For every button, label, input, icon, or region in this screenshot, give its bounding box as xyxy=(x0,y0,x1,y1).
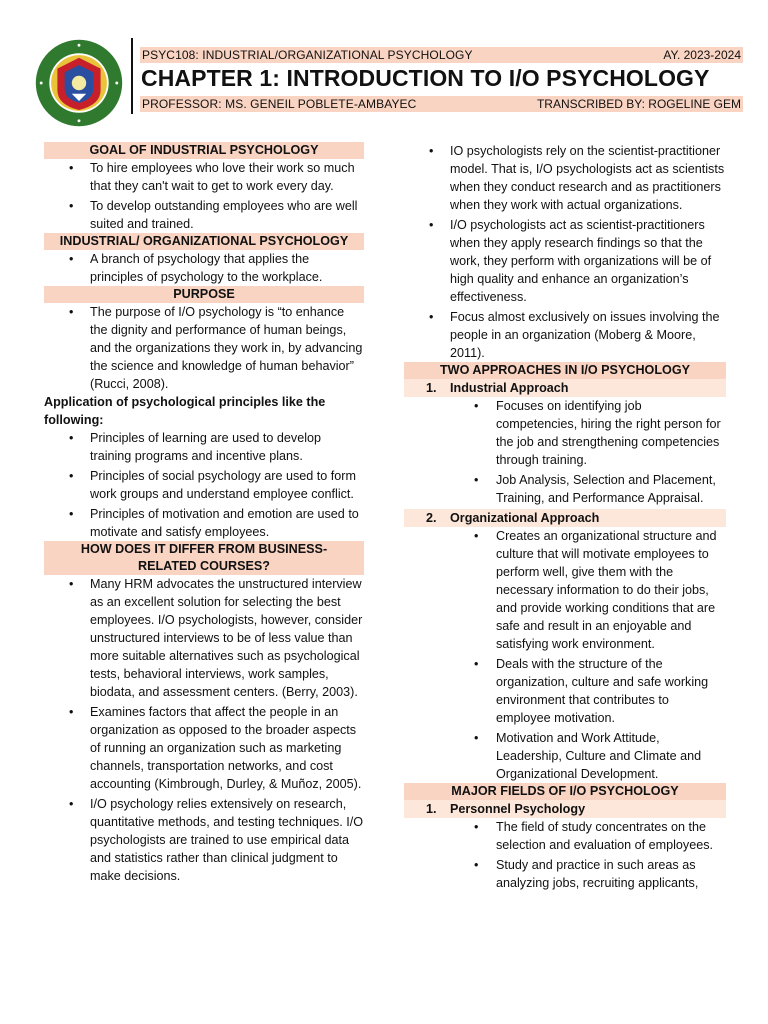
list-item: • Many HRM advocates the unstructured interview as an excellent solution for selecting the best employees. I/O psychologists, however, consider unstructured interviews to be of less value than more suitable alternatives such as psychological tests, behavioral interviews, work samples, biodata, and assessment centers. (Berry, 2003). xyxy=(44,575,364,701)
header-divider xyxy=(131,38,133,114)
application-list xyxy=(44,429,364,541)
section-heading-approaches: TWO APPROACHES IN I/O PSYCHOLOGY xyxy=(404,362,726,379)
purpose-list xyxy=(44,303,364,393)
section-heading-major-fields: MAJOR FIELDS OF I/O PSYCHOLOGY xyxy=(404,783,726,800)
left-column xyxy=(44,142,364,885)
list-item: • Principles of learning are used to develop training programs and incentive plans. xyxy=(44,429,364,465)
list-item: • Focuses on identifying job competencies, hiring the right person for the job and strengthening competencies through training. xyxy=(404,397,726,469)
section-heading-differ: HOW DOES IT DIFFER FROM BUSINESS-RELATED COURSES? xyxy=(44,541,364,575)
list-item: • Motivation and Work Attitude, Leadership, Culture and Climate and Organizational Development. xyxy=(404,729,726,783)
list-item: • Deals with the structure of the organization, culture and safe working environment that contributes to employee motivation. xyxy=(404,655,726,727)
list-item: • IO psychologists rely on the scientist-practitioner model. That is, I/O psychologists act as scientists when they conduct research and as practitioners when they work with actual organizations. xyxy=(404,142,726,214)
list-item: • Focus almost exclusively on issues involving the people in an organization (Moberg & Moore, 2011). xyxy=(404,308,726,362)
course-band xyxy=(140,47,743,63)
list-item: • Study and practice in such areas as analyzing jobs, recruiting applicants, xyxy=(404,856,726,892)
list-item: • The field of study concentrates on the selection and evaluation of employees. xyxy=(404,818,726,854)
section-heading-goal: GOAL OF INDUSTRIAL PSYCHOLOGY xyxy=(44,142,364,159)
list-item: • To hire employees who love their work so much that they can't wait to get to work every day. xyxy=(44,159,364,195)
list-item: • I/O psychology relies extensively on research, quantitative methods, and testing techniques. I/O psychologists are trained to use empirical data and statistics rather than clinical judgment to make decisions. xyxy=(44,795,364,885)
right-column xyxy=(404,142,726,892)
professor-name: PROFESSOR: MS. GENEIL POBLETE-AMBAYEC xyxy=(142,97,417,111)
list-item: • To develop outstanding employees who are well suited and trained. xyxy=(44,197,364,233)
intro-list xyxy=(404,142,726,362)
subsection-personnel-psychology xyxy=(404,800,726,818)
goal-list xyxy=(44,159,364,233)
list-item: • A branch of psychology that applies the principles of psychology to the workplace. xyxy=(44,250,364,286)
subsection-number: 1. xyxy=(426,802,437,816)
list-item: • The purpose of I/O psychology is “to enhance the dignity and performance of human beings, and the organizations they work in, by advancing the science and knowledge of human behavior” (Rucci, 2008). xyxy=(44,303,364,393)
subsection-title: Personnel Psychology xyxy=(450,802,586,816)
subsection-title: Industrial Approach xyxy=(450,381,569,395)
subsection-number: 2. xyxy=(426,511,437,525)
list-item: • I/O psychologists act as scientist-practitioners when they apply research findings so that the work, they perform with organizations will be of high quality and enhance an organization’s effectiveness. xyxy=(404,216,726,306)
application-intro: Application of psychological principles like the following: xyxy=(44,395,326,427)
chapter-title: CHAPTER 1: INTRODUCTION TO I/O PSYCHOLOGY xyxy=(141,65,710,91)
academic-year: AY. 2023-2024 xyxy=(663,48,741,62)
subsection-title: Organizational Approach xyxy=(450,511,600,525)
io-list xyxy=(44,250,364,286)
subsection-organizational-approach xyxy=(404,509,726,527)
transcriber-name: TRANSCRIBED BY: ROGELINE GEM xyxy=(536,97,741,111)
organizational-list xyxy=(404,527,726,783)
subsection-number: 1. xyxy=(426,381,437,395)
university-seal-logo xyxy=(34,38,124,128)
subsection-industrial-approach xyxy=(404,379,726,397)
document-header xyxy=(0,0,768,120)
differ-list xyxy=(44,575,364,885)
credits-band xyxy=(140,96,743,112)
list-item: • Principles of motivation and emotion are used to motivate and satisfy employees. xyxy=(44,505,364,541)
personnel-list xyxy=(404,818,726,892)
list-item: • Examines factors that affect the people in an organization as opposed to the broader aspects of running an organization such as marketing channels, transportation networks, and cost accounting (Kimbrough, Durley, & Muñoz, 2005). xyxy=(44,703,364,793)
industrial-list xyxy=(404,397,726,507)
course-code: PSYC108: INDUSTRIAL/ORGANIZATIONAL PSYCHOLOGY xyxy=(142,48,473,62)
list-item: • Principles of social psychology are used to form work groups and understand employee conflict. xyxy=(44,467,364,503)
list-item: • Job Analysis, Selection and Placement, Training, and Performance Appraisal. xyxy=(404,471,726,507)
section-heading-purpose: PURPOSE xyxy=(44,286,364,303)
section-heading-io-psychology: INDUSTRIAL/ ORGANIZATIONAL PSYCHOLOGY xyxy=(44,233,364,250)
list-item: • Creates an organizational structure and culture that will motivate employees to perform well, give them with the necessary information to do their jobs, and provide working conditions that are safe and result in an enjoyable and satisfying work environment. xyxy=(404,527,726,653)
